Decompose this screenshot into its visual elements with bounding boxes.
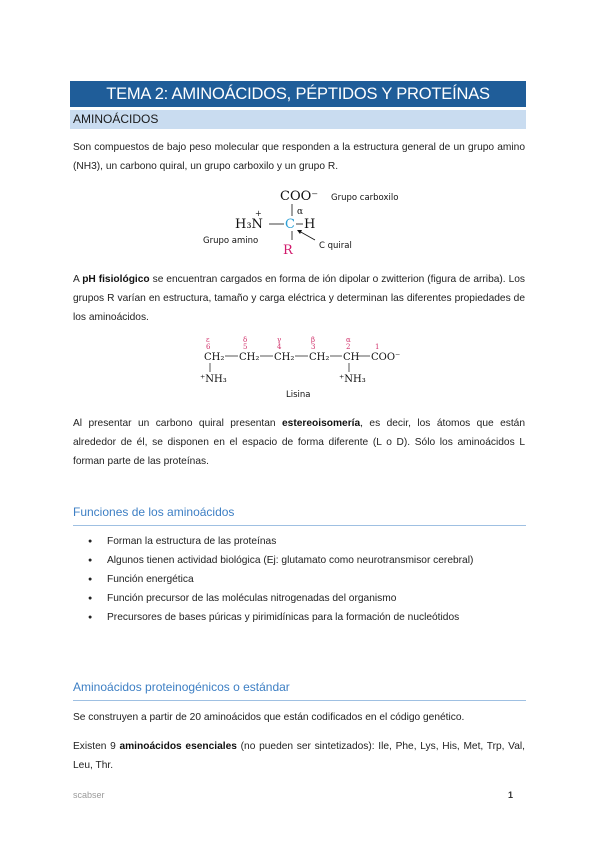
fig1-coo: COO⁻ xyxy=(280,189,319,204)
stereo-bold: estereoisomería xyxy=(282,418,361,429)
fig1-h: H xyxy=(304,217,316,232)
footer-author: scabser xyxy=(73,790,105,800)
fig2-label-alpha: α xyxy=(346,336,351,344)
fig2-label-delta: δ xyxy=(243,336,248,344)
list-item: ● Función precursor de las moléculas nitrogenadas del organismo xyxy=(73,589,525,608)
stereo-paragraph: Al presentar un carbono quiral presentan estereoisomería, es decir, los átomos que están alrededor de él, se disponen en el espacio de forma diferente (L o D). Sólo los aminoácidos L forman parte de las proteínas. xyxy=(73,418,525,467)
list-item: ● Forman la estructura de las proteínas xyxy=(73,532,525,551)
list-item: ● Función energética xyxy=(73,570,525,589)
fig1-label-quiral: C quiral xyxy=(319,241,352,251)
fig1-label-carboxilo: Grupo carboxilo xyxy=(331,193,399,203)
functions-heading: Funciones de los aminoácidos xyxy=(73,505,526,526)
functions-list xyxy=(73,532,525,627)
fig1-h3n: H₃N xyxy=(235,217,263,232)
essential-bold: aminoácidos esenciales xyxy=(119,741,237,752)
fig2-group-4: CH₂ xyxy=(309,352,330,363)
ph-paragraph: A pH fisiológico se encuentran cargados en forma de ión dipolar o zwitterion (figura de arriba). Los grupos R varían en estructura, tamaño y carga eléctrica y determinan las diferentes propiedades de los aminoácidos. xyxy=(73,274,525,323)
list-item: ● Algunos tienen actividad biológica (Ej: glutamato como neurotransmisor cerebral) xyxy=(73,551,525,570)
proteinogenic-heading: Aminoácidos proteinogénicos o estándar xyxy=(73,680,526,701)
intro-paragraph: Son compuestos de bajo peso molecular que responden a la estructura general de un grupo amino (NH3), un carbono quiral, un grupo carboxilo y un grupo R. xyxy=(73,142,525,172)
fig2-group-2: CH₂ xyxy=(239,352,260,363)
fig2-label-gamma: γ xyxy=(277,336,282,344)
fig2-label-2: 2 xyxy=(346,343,351,351)
page-title: TEMA 2: AMINOÁCIDOS, PÉPTIDOS Y PROTEÍNAS xyxy=(70,81,526,107)
fig2-label-3: 3 xyxy=(311,343,316,351)
fig2-nh3-left: ⁺NH₃ xyxy=(200,374,227,385)
fig2-group-5: CH xyxy=(343,352,360,363)
fig2-label-5: 5 xyxy=(243,343,248,351)
fig1-r: R xyxy=(283,243,293,258)
fig1-carbon: C xyxy=(285,217,295,232)
fig2-label-beta: β xyxy=(311,336,316,344)
ph-bold: pH fisiológico xyxy=(82,274,150,285)
fig1-alpha: α xyxy=(297,207,304,217)
fig2-group-1: CH₂ xyxy=(204,352,225,363)
proteinogenic-paragraph-1: Se construyen a partir de 20 aminoácidos que están codificados en el código genético. xyxy=(73,712,465,723)
lysine-figure xyxy=(198,334,428,400)
fig2-label-1: 1 xyxy=(375,343,380,351)
proteinogenic-paragraph-2: Existen 9 aminoácidos esenciales (no pueden ser sintetizados): Ile, Phe, Lys, His, Met, Trp, Val, Leu, Thr. xyxy=(73,741,525,771)
fig2-label-epsilon: ε xyxy=(206,336,210,344)
fig2-caption: Lisina xyxy=(286,390,311,400)
fig2-nh3-right: ⁺NH₃ xyxy=(339,374,366,385)
fig2-group-6: COO⁻ xyxy=(371,352,401,363)
amino-acid-structure-figure xyxy=(195,184,415,264)
fig1-plus: + xyxy=(255,209,262,218)
section-heading: AMINOÁCIDOS xyxy=(70,110,526,129)
fig1-label-amino: Grupo amino xyxy=(203,236,259,246)
footer-page-number: 1 xyxy=(508,790,514,800)
fig2-label-4: 4 xyxy=(277,343,282,351)
fig2-label-6: 6 xyxy=(206,343,211,351)
fig2-group-3: CH₂ xyxy=(274,352,295,363)
fig1-arrow xyxy=(299,231,315,240)
list-item: ● Precursores de bases púricas y pirimidínicas para la formación de nucleótidos xyxy=(73,608,525,627)
